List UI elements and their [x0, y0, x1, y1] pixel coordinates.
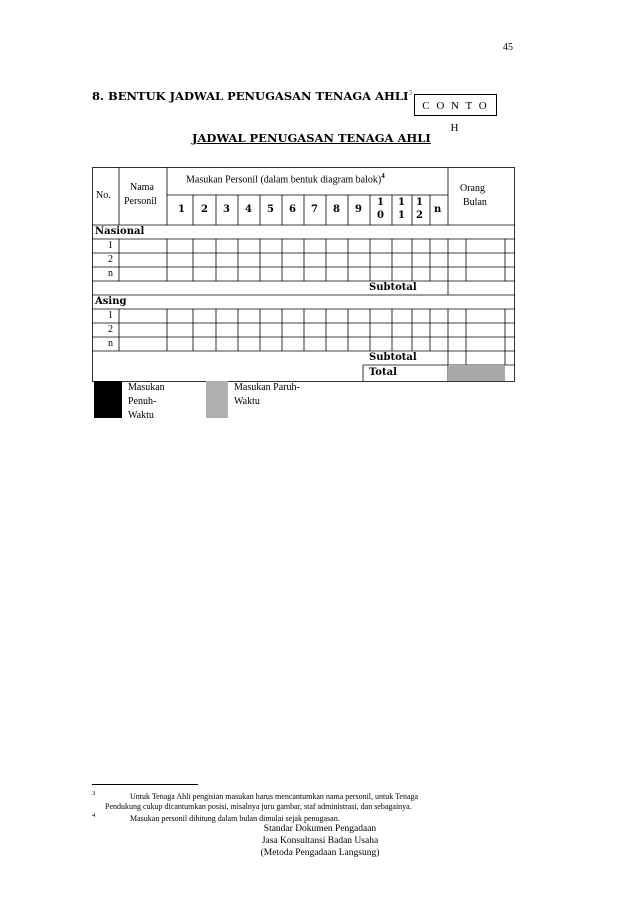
col-masukan-header: Masukan Personil (dalam bentuk diagram balok)$^4$	[186, 172, 385, 186]
month-label: 1	[178, 204, 185, 215]
col-orang-header: Bulan	[463, 197, 487, 208]
month-label: 0	[377, 210, 384, 221]
row-label: 2	[108, 324, 113, 335]
month-label: 1	[416, 197, 423, 208]
schedule-table	[92, 167, 515, 382]
month-label: 1	[398, 210, 405, 221]
legend-part-label: Masukan Paruh- Waktu	[234, 382, 300, 407]
month-label: 3	[223, 204, 230, 215]
row-label: 1	[108, 240, 113, 251]
footnote-ref: 3	[408, 90, 413, 98]
row-label: 1	[108, 310, 113, 321]
month-label: n	[434, 204, 442, 215]
section-title: 8. BENTUK JADWAL PENUGASAN TENAGA AHLI$^3$	[92, 89, 413, 103]
footnote-text: Untuk Tenaga Ahli pengisian masukan harus mencantumkan nama personil, untuk Tenaga	[130, 792, 419, 801]
footnote-text: Pendukung cukup dicantumkan posisi, misalnya juru gambar, staf administrasi, dan sebagainya.	[105, 802, 412, 811]
month-label: 4	[245, 204, 252, 215]
month-label: 2	[416, 210, 423, 221]
month-label: 1	[377, 197, 384, 208]
legend-part-swatch	[206, 381, 228, 418]
month-label: 8	[333, 204, 340, 215]
group-nasional: Nasional	[95, 226, 145, 237]
footnote-divider	[92, 784, 198, 785]
month-label: 1	[398, 197, 405, 208]
month-label: 2	[201, 204, 208, 215]
contoh-label: C O N T O H	[414, 94, 497, 116]
page-number: 45	[503, 42, 513, 53]
total-label: Total	[369, 367, 397, 378]
month-label: 9	[355, 204, 362, 215]
legend-full-swatch	[94, 381, 122, 418]
page-footer: Standar Dokumen Pengadaan Jasa Konsultansi Badan Usaha (Metoda Pengadaan Langsung)	[260, 824, 380, 858]
row-label: n	[108, 338, 113, 349]
footnote-ref: 3	[92, 790, 96, 797]
col-no-header: No.	[96, 190, 111, 201]
col-orang-header: Orang	[460, 183, 485, 194]
row-label: 2	[108, 254, 113, 265]
legend-full-label: Masukan Penuh- Waktu	[128, 382, 165, 421]
subtotal-label: Subtotal	[369, 282, 417, 293]
footnote-text: Masukan personil dihitung dalam bulan dimulai sejak penugasan.	[130, 814, 340, 823]
month-label: 7	[311, 204, 318, 215]
group-asing: Asing	[95, 296, 127, 307]
total-shade	[448, 365, 505, 381]
month-label: 5	[267, 204, 274, 215]
col-nama-header: Personil	[124, 196, 157, 207]
col-nama-header: Nama	[130, 182, 154, 193]
subtotal-label: Subtotal	[369, 352, 417, 363]
month-label: 6	[289, 204, 296, 215]
row-label: n	[108, 268, 113, 279]
footnote-ref: 4	[92, 812, 96, 819]
table-title: JADWAL PENUGASAN TENAGA AHLI	[192, 131, 431, 145]
